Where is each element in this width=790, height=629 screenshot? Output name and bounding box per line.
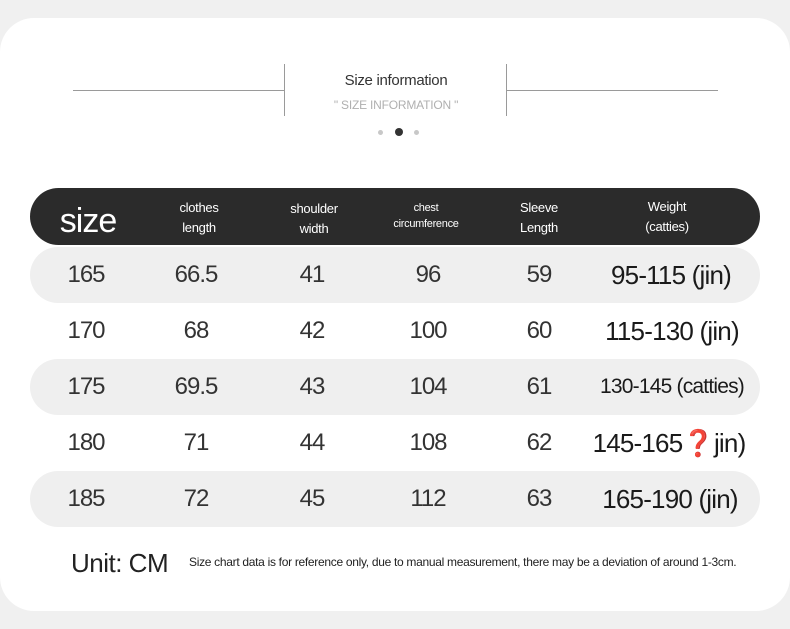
cell-clothes-length: 69.5 — [174, 373, 218, 400]
cell-sleeve: 59 — [526, 261, 552, 288]
cell-weight: 130-145 (catties) — [600, 375, 744, 398]
table-header — [30, 188, 760, 245]
cell-shoulder-width: 43 — [299, 373, 325, 400]
pager-dot-1 — [378, 130, 383, 135]
column-header-chest-circumference: chest circumference — [393, 202, 459, 230]
cell-chest: 96 — [415, 261, 441, 288]
table-row — [30, 303, 760, 359]
divider-left — [73, 90, 285, 91]
table-row — [30, 247, 760, 303]
column-header-sleeve-length: Sleeve Length — [520, 200, 558, 235]
pager-dot-3 — [414, 130, 419, 135]
cell-size: 185 — [67, 485, 105, 512]
cell-clothes-length: 68 — [183, 317, 209, 344]
cell-chest: 112 — [410, 485, 446, 512]
unit-label: Unit: CM — [71, 548, 169, 578]
column-header-size: size — [59, 202, 117, 240]
cell-size: 165 — [67, 261, 105, 288]
column-header-weight: Weight (catties) — [645, 199, 689, 234]
cell-shoulder-width: 44 — [299, 429, 325, 456]
divider-right — [507, 90, 718, 91]
cell-clothes-length: 66.5 — [174, 261, 218, 288]
cell-shoulder-width: 41 — [299, 261, 325, 288]
cell-sleeve: 61 — [526, 373, 552, 400]
cell-clothes-length: 71 — [183, 429, 209, 456]
table-row — [30, 359, 760, 415]
cell-sleeve: 60 — [526, 317, 552, 344]
cell-size: 170 — [67, 317, 105, 344]
cell-sleeve: 62 — [526, 429, 552, 456]
cell-shoulder-width: 45 — [299, 485, 325, 512]
cell-clothes-length: 72 — [183, 485, 209, 512]
cell-weight: 95-115 (jin) — [611, 260, 731, 290]
pager-dot-2-active — [395, 128, 403, 136]
cell-shoulder-width: 42 — [299, 317, 325, 344]
cell-sleeve: 63 — [526, 485, 552, 512]
table-row — [30, 471, 760, 527]
disclaimer-note: Size chart data is for reference only, due to manual measurement, there may be a deviation of around 1-3cm. — [189, 555, 737, 569]
column-header-shoulder-width: shoulder width — [290, 201, 338, 236]
cell-weight: 145-165❓jin) — [592, 428, 746, 458]
page-subtitle: " SIZE INFORMATION " — [333, 98, 459, 112]
cell-weight: 165-190 (jin) — [602, 484, 738, 514]
page-title: Size information — [344, 72, 448, 89]
table-row — [30, 415, 760, 471]
column-header-clothes-length: clothes length — [179, 200, 219, 235]
cell-size: 175 — [67, 373, 105, 400]
cell-chest: 108 — [409, 429, 447, 456]
cell-weight: 115-130 (jin) — [605, 316, 739, 346]
cell-size: 180 — [67, 429, 105, 456]
cell-chest: 100 — [409, 317, 447, 344]
cell-chest: 104 — [409, 373, 447, 400]
